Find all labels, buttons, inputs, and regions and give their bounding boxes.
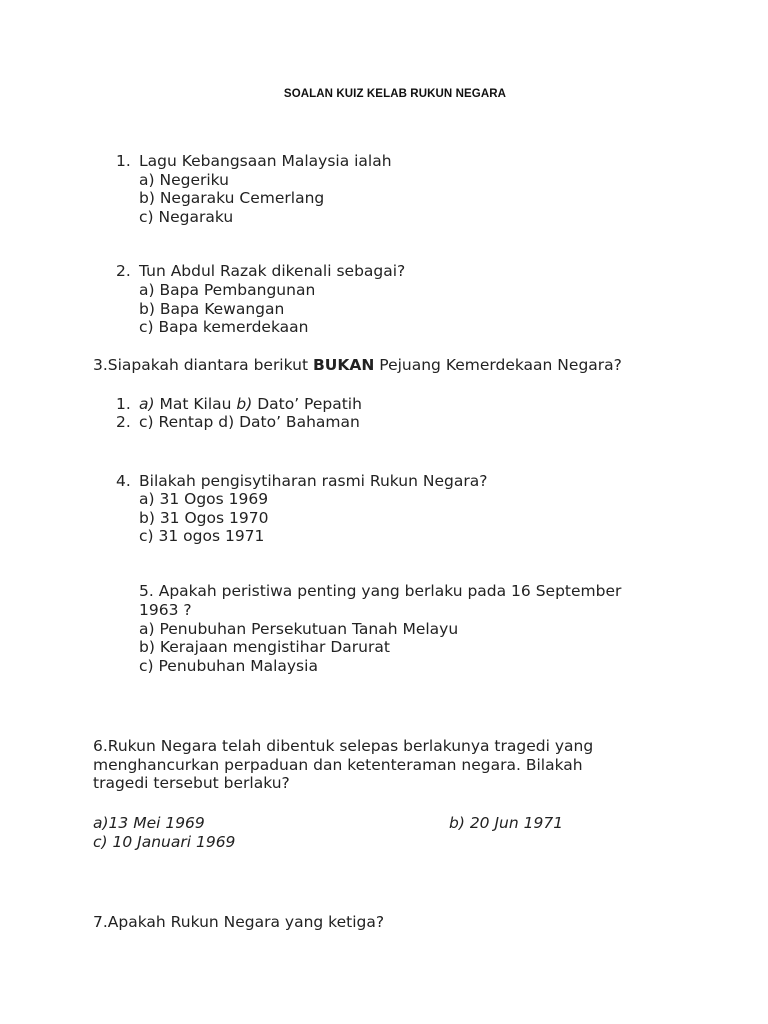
q3-option-a-text: Mat Kilau	[154, 395, 237, 413]
q7-text: 7.Apakah Rukun Negara yang ketiga?	[93, 913, 385, 931]
document-title: SOALAN KUIZ KELAB RUKUN NEGARA	[283, 88, 507, 100]
q3-list-number-2: 2.	[116, 413, 131, 431]
q6-option-a: a)13 Mei 1969	[93, 814, 205, 832]
q4-option-a: a) 31 Ogos 1969	[139, 490, 269, 508]
q3-text-suffix: Pejuang Kemerdekaan Negara?	[374, 356, 622, 374]
q3-list-item-1	[139, 395, 362, 414]
q4-text: Bilakah pengisytiharan rasmi Rukun Negara?	[139, 472, 488, 490]
q6-option-c: c) 10 Januari 1969	[93, 833, 236, 851]
q6-text-line-1: 6.Rukun Negara telah dibentuk selepas berlakunya tragedi yang	[93, 737, 594, 755]
q5-option-a: a) Penubuhan Persekutuan Tanah Melayu	[139, 620, 459, 638]
q2-text: Tun Abdul Razak dikenali sebagai?	[139, 262, 406, 280]
q6-option-b: b) 20 Jun 1971	[449, 814, 564, 832]
q1-option-b: b) Negaraku Cemerlang	[139, 189, 325, 207]
q6-text-line-3: tragedi tersebut berlaku?	[93, 774, 290, 792]
q1-number: 1.	[116, 152, 131, 170]
q4-option-c: c) 31 ogos 1971	[139, 527, 265, 545]
q3-text	[93, 356, 622, 375]
q3-option-b-text: Dato’ Pepatih	[252, 395, 362, 413]
q5-option-c: c) Penubuhan Malaysia	[139, 657, 318, 675]
q1-option-a: a) Negeriku	[139, 171, 229, 189]
q2-option-b: b) Bapa Kewangan	[139, 300, 285, 318]
q3-text-prefix: 3.Siapakah diantara berikut	[93, 356, 313, 374]
q5-text-line-2: 1963 ?	[139, 601, 192, 619]
q2-option-a: a) Bapa Pembangunan	[139, 281, 316, 299]
q3-option-b-label: b)	[236, 395, 253, 413]
q1-option-c: c) Negaraku	[139, 208, 234, 226]
q5-text-line-1: 5. Apakah peristiwa penting yang berlaku pada 16 September	[139, 582, 622, 600]
q3-list-item-2: c) Rentap d) Dato’ Bahaman	[139, 413, 360, 431]
q1-text: Lagu Kebangsaan Malaysia ialah	[139, 152, 392, 170]
q2-number: 2.	[116, 262, 131, 280]
q3-list-number-1: 1.	[116, 395, 131, 413]
q3-option-a-label: a)	[139, 395, 155, 413]
q2-option-c: c) Bapa kemerdekaan	[139, 318, 309, 336]
q4-option-b: b) 31 Ogos 1970	[139, 509, 269, 527]
q6-text-line-2: menghancurkan perpaduan dan ketenteraman negara. Bilakah	[93, 756, 583, 774]
q3-text-bold: BUKAN	[312, 356, 375, 374]
q4-number: 4.	[116, 472, 131, 490]
q5-option-b: b) Kerajaan mengistihar Darurat	[139, 638, 390, 656]
